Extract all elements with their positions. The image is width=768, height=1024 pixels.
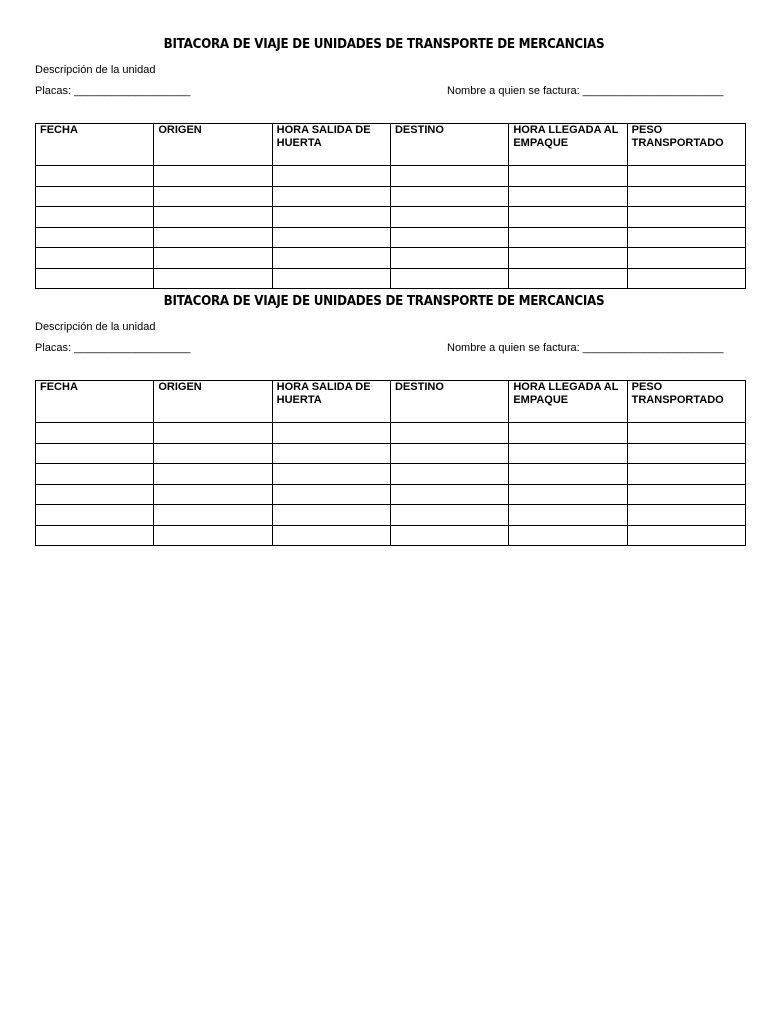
header-origen: ORIGEN <box>154 124 272 166</box>
plates-field: Placas: ___________________ <box>35 342 191 354</box>
table-cell[interactable] <box>154 484 272 505</box>
table-cell[interactable] <box>36 505 154 526</box>
table-cell[interactable] <box>509 166 627 187</box>
table-cell[interactable] <box>509 248 627 269</box>
table-row <box>36 166 746 187</box>
table-cell[interactable] <box>390 423 508 444</box>
table-cell[interactable] <box>36 484 154 505</box>
table-row <box>36 525 746 546</box>
table-cell[interactable] <box>627 186 745 207</box>
table-cell[interactable] <box>627 484 745 505</box>
table-cell[interactable] <box>154 525 272 546</box>
table-cell[interactable] <box>390 505 508 526</box>
trip-log-table <box>35 380 746 546</box>
table-cell[interactable] <box>390 227 508 248</box>
table-cell[interactable] <box>390 248 508 269</box>
table-cell[interactable] <box>509 505 627 526</box>
trip-log-table <box>35 123 746 289</box>
header-hora-salida: HORA SALIDA DE HUERTA <box>272 381 390 423</box>
header-destino: DESTINO <box>390 124 508 166</box>
header-hora-salida: HORA SALIDA DE HUERTA <box>272 124 390 166</box>
table-cell[interactable] <box>272 166 390 187</box>
table-cell[interactable] <box>509 227 627 248</box>
table-cell[interactable] <box>627 443 745 464</box>
table-cell[interactable] <box>390 443 508 464</box>
header-peso: PESO TRANSPORTADO <box>627 381 745 423</box>
plates-field: Placas: ___________________ <box>35 85 191 97</box>
table-cell[interactable] <box>36 443 154 464</box>
table-cell[interactable] <box>390 268 508 289</box>
billing-name-field: Nombre a quien se factura: _______________________ <box>447 85 724 97</box>
trip-log-form-2 <box>0 294 768 554</box>
table-cell[interactable] <box>272 525 390 546</box>
table-cell[interactable] <box>154 423 272 444</box>
table-cell[interactable] <box>627 505 745 526</box>
table-row <box>36 505 746 526</box>
table-row <box>36 443 746 464</box>
header-origen: ORIGEN <box>154 381 272 423</box>
table-cell[interactable] <box>272 227 390 248</box>
table-cell[interactable] <box>154 186 272 207</box>
table-cell[interactable] <box>627 207 745 228</box>
table-cell[interactable] <box>509 443 627 464</box>
table-cell[interactable] <box>272 268 390 289</box>
table-cell[interactable] <box>390 484 508 505</box>
table-cell[interactable] <box>154 166 272 187</box>
table-cell[interactable] <box>509 464 627 485</box>
header-peso: PESO TRANSPORTADO <box>627 124 745 166</box>
table-row <box>36 248 746 269</box>
table-cell[interactable] <box>509 525 627 546</box>
table-cell[interactable] <box>36 268 154 289</box>
table-cell[interactable] <box>36 207 154 228</box>
table-row <box>36 423 746 444</box>
table-cell[interactable] <box>627 248 745 269</box>
table-cell[interactable] <box>154 505 272 526</box>
table-cell[interactable] <box>390 525 508 546</box>
table-cell[interactable] <box>154 443 272 464</box>
table-row <box>36 268 746 289</box>
table-cell[interactable] <box>272 443 390 464</box>
table-cell[interactable] <box>627 464 745 485</box>
table-cell[interactable] <box>272 186 390 207</box>
table-cell[interactable] <box>272 484 390 505</box>
header-hora-llegada: HORA LLEGADA AL EMPAQUE <box>509 381 627 423</box>
table-cell[interactable] <box>390 207 508 228</box>
table-cell[interactable] <box>154 227 272 248</box>
table-row <box>36 186 746 207</box>
table-cell[interactable] <box>390 166 508 187</box>
table-cell[interactable] <box>627 423 745 444</box>
table-cell[interactable] <box>36 423 154 444</box>
table-cell[interactable] <box>627 166 745 187</box>
table-cell[interactable] <box>627 268 745 289</box>
table-cell[interactable] <box>272 207 390 228</box>
trip-log-form-1 <box>0 37 768 297</box>
table-row <box>36 484 746 505</box>
header-fecha: FECHA <box>36 381 154 423</box>
table-cell[interactable] <box>36 525 154 546</box>
table-row <box>36 464 746 485</box>
table-cell[interactable] <box>154 207 272 228</box>
table-cell[interactable] <box>154 268 272 289</box>
table-cell[interactable] <box>272 464 390 485</box>
unit-description-label: Descripción de la unidad <box>35 64 156 76</box>
table-cell[interactable] <box>509 186 627 207</box>
unit-description-label: Descripción de la unidad <box>35 321 156 333</box>
table-cell[interactable] <box>627 227 745 248</box>
table-cell[interactable] <box>154 464 272 485</box>
table-header-row <box>36 381 746 423</box>
header-destino: DESTINO <box>390 381 508 423</box>
table-cell[interactable] <box>509 268 627 289</box>
table-header-row <box>36 124 746 166</box>
table-cell[interactable] <box>509 484 627 505</box>
table-cell[interactable] <box>509 207 627 228</box>
form-title: BITACORA DE VIAJE DE UNIDADES DE TRANSPORTE DE MERCANCIAS <box>163 294 605 309</box>
table-cell[interactable] <box>390 186 508 207</box>
table-cell[interactable] <box>509 423 627 444</box>
header-hora-llegada: HORA LLEGADA AL EMPAQUE <box>509 124 627 166</box>
form-title: BITACORA DE VIAJE DE UNIDADES DE TRANSPORTE DE MERCANCIAS <box>163 37 605 52</box>
header-fecha: FECHA <box>36 124 154 166</box>
table-cell[interactable] <box>36 464 154 485</box>
table-cell[interactable] <box>36 166 154 187</box>
table-row <box>36 227 746 248</box>
table-cell[interactable] <box>272 505 390 526</box>
table-cell[interactable] <box>36 248 154 269</box>
table-cell[interactable] <box>272 248 390 269</box>
table-cell[interactable] <box>154 248 272 269</box>
table-cell[interactable] <box>390 464 508 485</box>
table-row <box>36 207 746 228</box>
billing-name-field: Nombre a quien se factura: _______________________ <box>447 342 724 354</box>
table-cell[interactable] <box>627 525 745 546</box>
table-cell[interactable] <box>272 423 390 444</box>
table-cell[interactable] <box>36 186 154 207</box>
table-cell[interactable] <box>36 227 154 248</box>
